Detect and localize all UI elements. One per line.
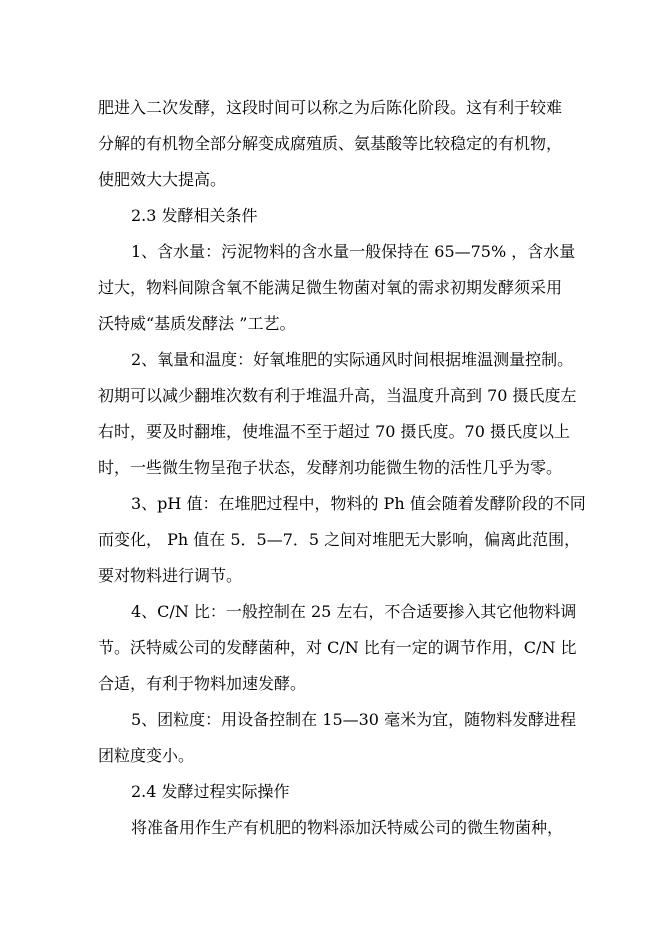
text-line: 3、pH 值：在堆肥过程中，物料的 Ph 值会随着发酵阶段的不同	[131, 494, 586, 513]
text-line: 使肥效大大提高。	[98, 170, 227, 189]
text-line: 节。沃特威公司的发酵菌种，对 C/N 比有一定的调节作用，C/N 比	[98, 638, 577, 657]
section-heading: 2.4 发酵过程实际操作	[131, 782, 290, 801]
text-line: 5、团粒度：用设备控制在 15—30 毫米为宜，随物料发酵进程	[131, 710, 577, 729]
text-line: 1、含水量：污泥物料的含水量一般保持在 65—75% ，含水量	[131, 242, 576, 261]
text-line: 将准备用作生产有机肥的物料添加沃特威公司的微生物菌种，	[131, 818, 564, 837]
text-line: 4、C/N 比：一般控制在 25 左右，不合适要掺入其它他物料调	[131, 602, 577, 621]
text-line: 2、氧量和温度：好氧堆肥的实际通风时间根据堆温测量控制。	[131, 350, 574, 369]
section-heading: 2.3 发酵相关条件	[131, 206, 258, 225]
text-line: 初期可以减少翻堆次数有利于堆温升高，当温度升高到 70 摄氏度左	[98, 386, 577, 405]
text-line: 右时，要及时翻堆，使堆温不至于超过 70 摄氏度。70 摄氏度以上	[98, 422, 570, 441]
text-line: 过大，物料间隙含氧不能满足微生物菌对氧的需求初期发酵须采用	[98, 278, 563, 297]
text-line: 要对物料进行调节。	[98, 566, 243, 585]
text-line: 分解的有机物全部分解变成腐殖质、氨基酸等比较稳定的有机物，	[98, 134, 563, 153]
text-line: 沃特威“基质发酵法 ”工艺。	[98, 314, 296, 333]
text-line: 而变化， Ph 值在 5．5—7．5 之间对堆肥无大影响，偏离此范围，	[98, 530, 581, 549]
text-line: 肥进入二次发酵，这段时间可以称之为后陈化阶段。这有利于较难	[98, 98, 563, 117]
text-line: 合适，有利于物料加速发酵。	[98, 674, 307, 693]
text-line: 时，一些微生物呈孢子状态，发酵剂功能微生物的活性几乎为零。	[98, 458, 563, 477]
text-line: 团粒度变小。	[98, 746, 195, 765]
